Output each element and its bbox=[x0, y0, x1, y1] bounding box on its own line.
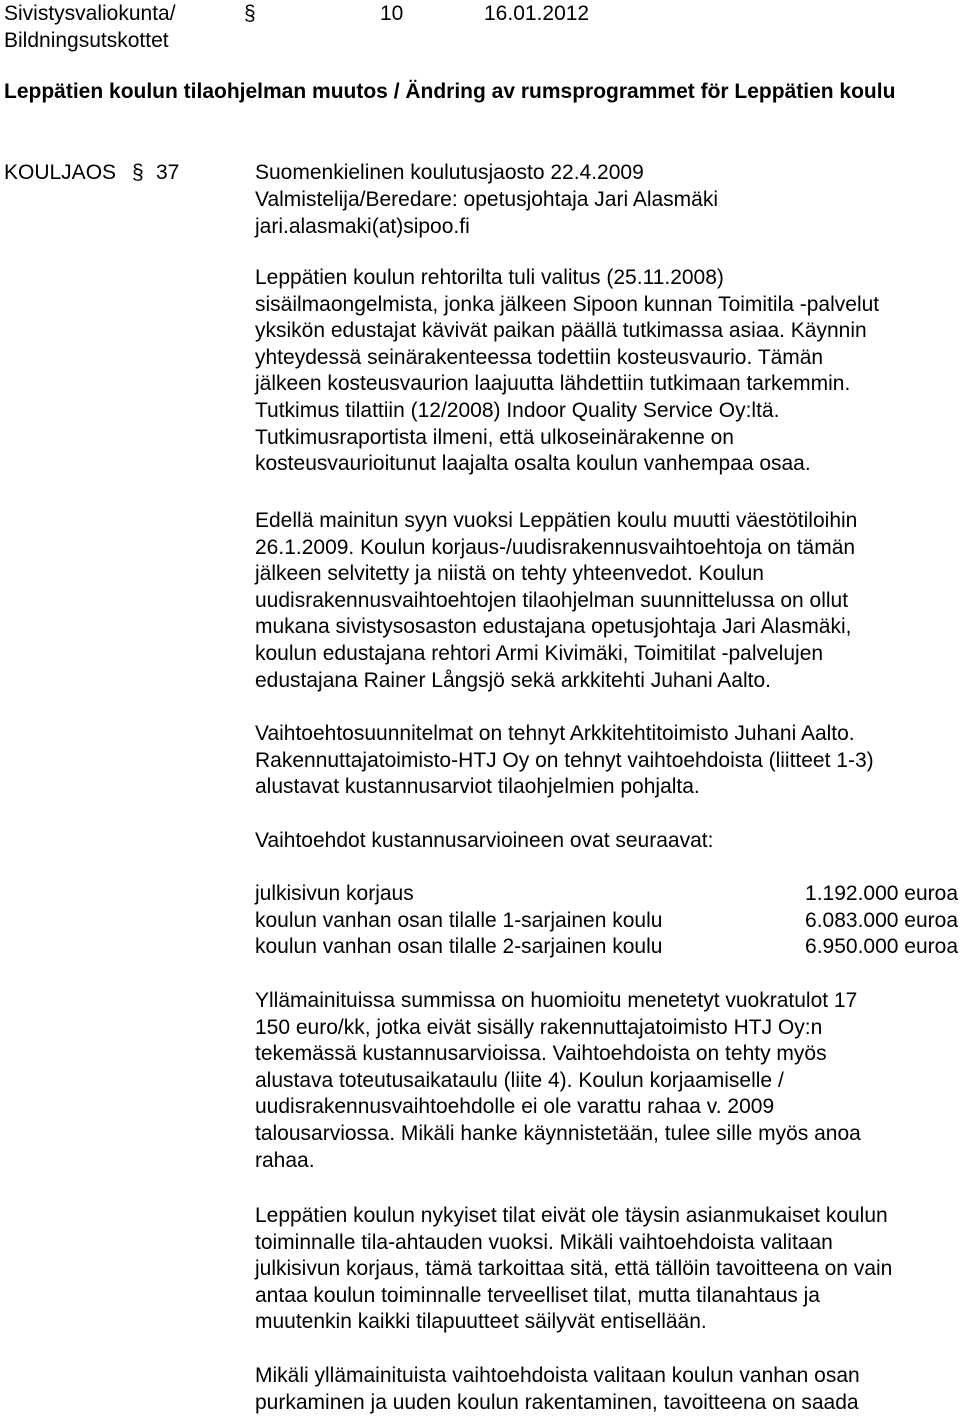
text-line: Edellä mainitun syyn vuoksi Leppätien koulu muutti väestötiloihin bbox=[255, 509, 858, 532]
text-line: toiminnalle tila-ahtauden vuoksi. Mikäli vaihtoehdoista valitaan bbox=[255, 1230, 833, 1254]
text-line: Rakennuttajatoimisto-HTJ Oy on tehnyt vaihtoehdoista (liitteet 1-3) bbox=[255, 748, 874, 772]
text-line: Vaihtoehtosuunnitelmat on tehnyt Arkkitehtitoimisto Juhani Aalto. bbox=[255, 722, 855, 745]
text-line: uudisrakennusvaihtoehtojen tilaohjelman suunnittelussa on ollut bbox=[255, 588, 849, 612]
text-line: purkaminen ja uuden koulun rakentaminen, tavoitteena on saada bbox=[255, 1390, 859, 1414]
meta-preparer: Valmistelija/Beredare: opetusjohtaja Jari Alasmäki bbox=[255, 188, 719, 211]
text-line: 150 euro/kk, jotka eivät sisälly rakennuttajatoimisto HTJ Oy:n bbox=[255, 1015, 823, 1039]
text-line: mukana sivistysosaston edustajana opetusjohtaja Jari Alasmäki, bbox=[255, 615, 852, 639]
paragraph-complaint bbox=[255, 265, 960, 478]
meta-email: jari.alasmaki(at)sipoo.fi bbox=[255, 215, 470, 238]
text-line: yhteydessä seinärakenteessa todettiin kosteusvaurio. Tämän bbox=[255, 345, 824, 369]
text-line: Leppätien koulun nykyiset tilat eivät ole täysin asianmukaiset koulun bbox=[255, 1204, 888, 1227]
cost-value: 6.950.000 euroa bbox=[805, 935, 958, 959]
text-line: 26.1.2009. Koulun korjaus-/uudisrakennusvaihtoehtoja on tämän bbox=[255, 535, 856, 559]
text-line: Yllämainituissa summissa on huomioitu menetetyt vuokratulot 17 bbox=[255, 989, 858, 1012]
text-line: alustava toteutusaikataulu (liite 4). Koulun korjaamiselle / bbox=[255, 1068, 784, 1092]
paragraph-plans bbox=[255, 721, 960, 801]
item-section-sign-icon: § bbox=[132, 161, 144, 184]
text-line: kosteusvaurioitunut laajalta osalta koulun vanhempaa osaa. bbox=[255, 452, 811, 476]
document-title: Leppätien koulun tilaohjelman muutos / Ändring av rumsprogrammet för Leppätien koulu bbox=[4, 80, 896, 103]
paragraph-current-facilities bbox=[255, 1203, 960, 1336]
cost-value: 1.192.000 euroa bbox=[805, 882, 958, 905]
text-line: muutenkin kaikki tilapuutteet säilyvät entisellään. bbox=[255, 1310, 707, 1334]
cost-label: koulun vanhan osan tilalle 2-sarjainen koulu bbox=[255, 935, 663, 959]
text-line: edustajana Rainer Långsjö sekä arkkitehti Juhani Aalto. bbox=[255, 668, 771, 692]
paragraph-demolition bbox=[255, 1363, 960, 1416]
text-line: jälkeen selvitetty ja niistä on tehty yhteenvedot. Koulun bbox=[255, 562, 764, 586]
text-line: Tutkimusraportista ilmeni, että ulkoseinärakenne on bbox=[255, 425, 734, 449]
text-line: uudisrakennusvaihtoehdolle ei ole varattu rahaa v. 2009 bbox=[255, 1095, 775, 1119]
text-line: Tutkimus tilattiin (12/2008) Indoor Quality Service Oy:ltä. bbox=[255, 398, 780, 422]
text-line: rahaa. bbox=[255, 1148, 315, 1172]
paragraph-relocation bbox=[255, 508, 960, 694]
text-line: Leppätien koulun rehtorilta tuli valitus (25.11.2008) bbox=[255, 266, 724, 289]
header-page-number: 10 bbox=[380, 2, 404, 25]
text-line: Vaihtoehdot kustannusarvioineen ovat seuraavat: bbox=[255, 829, 714, 852]
item-number: 37 bbox=[156, 161, 180, 184]
header-organization bbox=[4, 0, 176, 54]
paragraph-options-intro bbox=[255, 828, 960, 855]
header-org-line2: Bildningsutskottet bbox=[4, 29, 169, 52]
text-line: tekemässä kustannusarvioissa. Vaihtoehdoista on tehty myös bbox=[255, 1042, 827, 1066]
meta-committee: Suomenkielinen koulutusjaosto 22.4.2009 bbox=[255, 161, 644, 184]
paragraph-rental-loss bbox=[255, 988, 960, 1174]
cost-table bbox=[255, 881, 960, 961]
text-line: antaa koulun toiminnalle terveelliset tilat, mutta tilanahtaus ja bbox=[255, 1283, 820, 1307]
text-line: talousarviossa. Mikäli hanke käynnistetään, tulee sille myös anoa bbox=[255, 1121, 861, 1145]
cost-row bbox=[255, 881, 960, 908]
header-date: 16.01.2012 bbox=[484, 2, 590, 25]
cost-value: 6.083.000 euroa bbox=[805, 908, 958, 932]
cost-label: julkisivun korjaus bbox=[255, 882, 414, 905]
cost-row bbox=[255, 934, 960, 961]
text-line: Mikäli yllämainituista vaihtoehdoista valitaan koulun vanhan osan bbox=[255, 1364, 860, 1387]
section-sign-icon: § bbox=[244, 2, 256, 25]
text-line: julkisivun korjaus, tämä tarkoittaa sitä, että tällöin tavoitteena on vain bbox=[255, 1257, 893, 1281]
text-line: alustavat kustannusarviot tilaohjelmien pohjalta. bbox=[255, 775, 700, 799]
text-line: yksikön edustajat kävivät paikan päällä tutkimassa asiaa. Käynnin bbox=[255, 319, 867, 343]
cost-label: koulun vanhan osan tilalle 1-sarjainen koulu bbox=[255, 908, 663, 932]
item-meta bbox=[255, 159, 718, 240]
text-line: koulun edustajana rehtori Armi Kivimäki, Toimitilat -palvelujen bbox=[255, 641, 824, 665]
item-label: KOULJAOS bbox=[4, 161, 117, 184]
cost-row bbox=[255, 908, 960, 935]
header-org-line1: Sivistysvaliokunta/ bbox=[4, 2, 176, 25]
text-line: sisäilmaongelmista, jonka jälkeen Sipoon kunnan Toimitila -palvelut bbox=[255, 292, 880, 316]
text-line: jälkeen kosteusvaurion laajuutta lähdettiin tutkimaan tarkemmin. bbox=[255, 372, 851, 396]
